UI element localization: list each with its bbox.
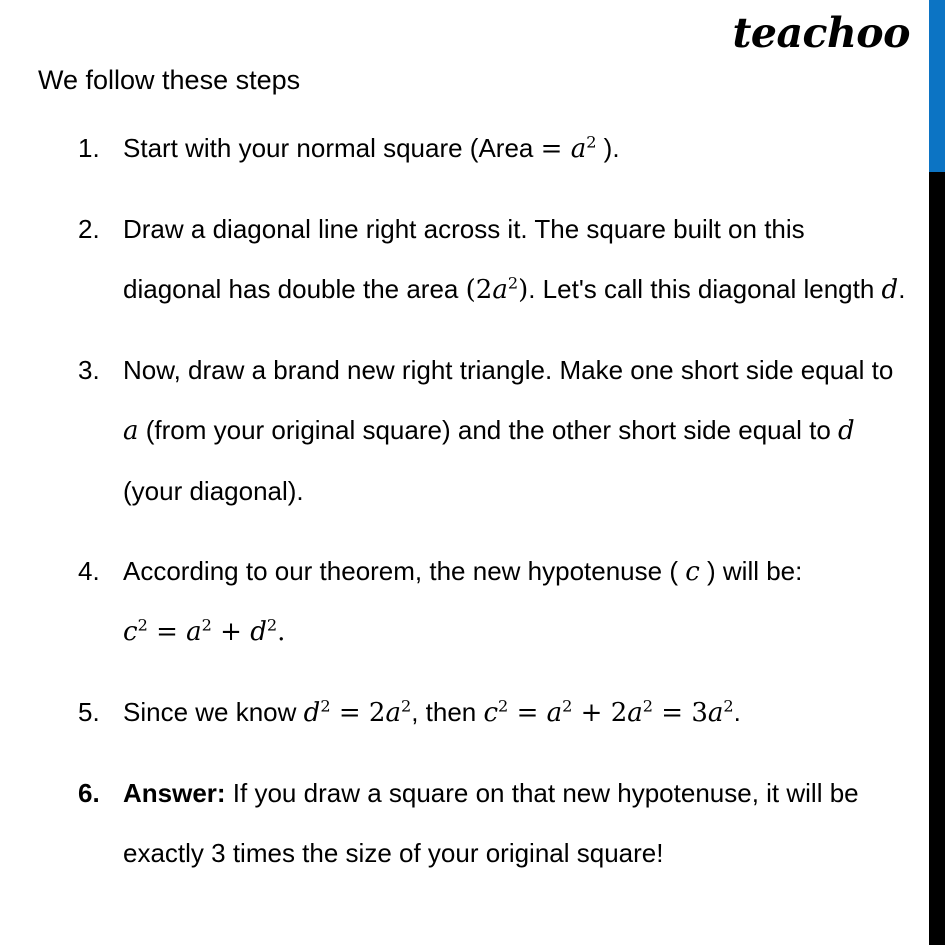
list-item: [0, 541, 929, 662]
text-segment: ) will be:: [699, 556, 803, 586]
list-item: [0, 763, 929, 883]
list-item-number: 3.: [78, 355, 100, 385]
text-segment: Start with your normal square (Area: [123, 133, 541, 163]
list-item-number: 2.: [78, 214, 100, 244]
text-segment: .: [733, 697, 741, 727]
steps-list: [0, 118, 929, 883]
right-edge-decoration: [929, 0, 945, 945]
math-segment: d: [881, 275, 899, 305]
list-item-text: [123, 118, 907, 179]
text-segment: .: [898, 274, 906, 304]
black-accent-bar: [929, 172, 945, 945]
math-equation: $c^2 = a^2 + d^2$.: [123, 615, 286, 647]
list-item-number: 4.: [78, 556, 100, 586]
math-segment: c: [685, 557, 700, 587]
text-segment: (your diagonal).: [123, 476, 304, 506]
math-segment: a: [123, 416, 139, 446]
list-item-number: 1.: [78, 133, 100, 163]
text-segment: (from your original square) and the other short side equal to: [138, 415, 839, 445]
math-segment: = $a^2$: [540, 132, 597, 164]
list-item: [0, 118, 929, 179]
blue-accent-bar: [929, 0, 945, 172]
math-segment: $(2a^2)$: [465, 273, 529, 305]
text-segment: ).: [596, 133, 620, 163]
text-segment: If you draw a square on that new hypotenuse, it will be exactly 3 times the size of your original square!: [123, 778, 859, 868]
list-item: [0, 340, 929, 521]
list-item-number: 5.: [78, 697, 100, 727]
math-segment: d: [838, 416, 855, 446]
teachoo-logo: teachoo: [732, 9, 910, 57]
list-item-text: [123, 682, 907, 743]
list-item-text: [123, 340, 907, 521]
text-segment: . Let's call this diagonal length: [528, 274, 882, 304]
list-item-text: [123, 763, 907, 883]
intro-paragraph: We follow these steps: [38, 65, 301, 95]
text-segment: , then: [411, 697, 484, 727]
list-item-text: [123, 541, 907, 662]
text-segment: Since we know: [123, 697, 304, 727]
answer-label: Answer:: [123, 778, 226, 808]
math-segment: $d^2 = 2a^2$: [303, 696, 412, 728]
list-item: [0, 682, 929, 743]
text-segment: Draw a diagonal line right across it. The square built on this diagonal has double the area: [123, 214, 805, 304]
math-segment: $c^2 = a^2 + 2a^2 = 3a^2$: [483, 696, 734, 728]
list-item: [0, 199, 929, 320]
list-item-number: 6.: [78, 778, 100, 808]
list-item-text: [123, 199, 907, 320]
text-segment: Now, draw a brand new right triangle. Make one short side equal to: [123, 355, 894, 385]
text-segment: According to our theorem, the new hypotenuse (: [123, 556, 686, 586]
